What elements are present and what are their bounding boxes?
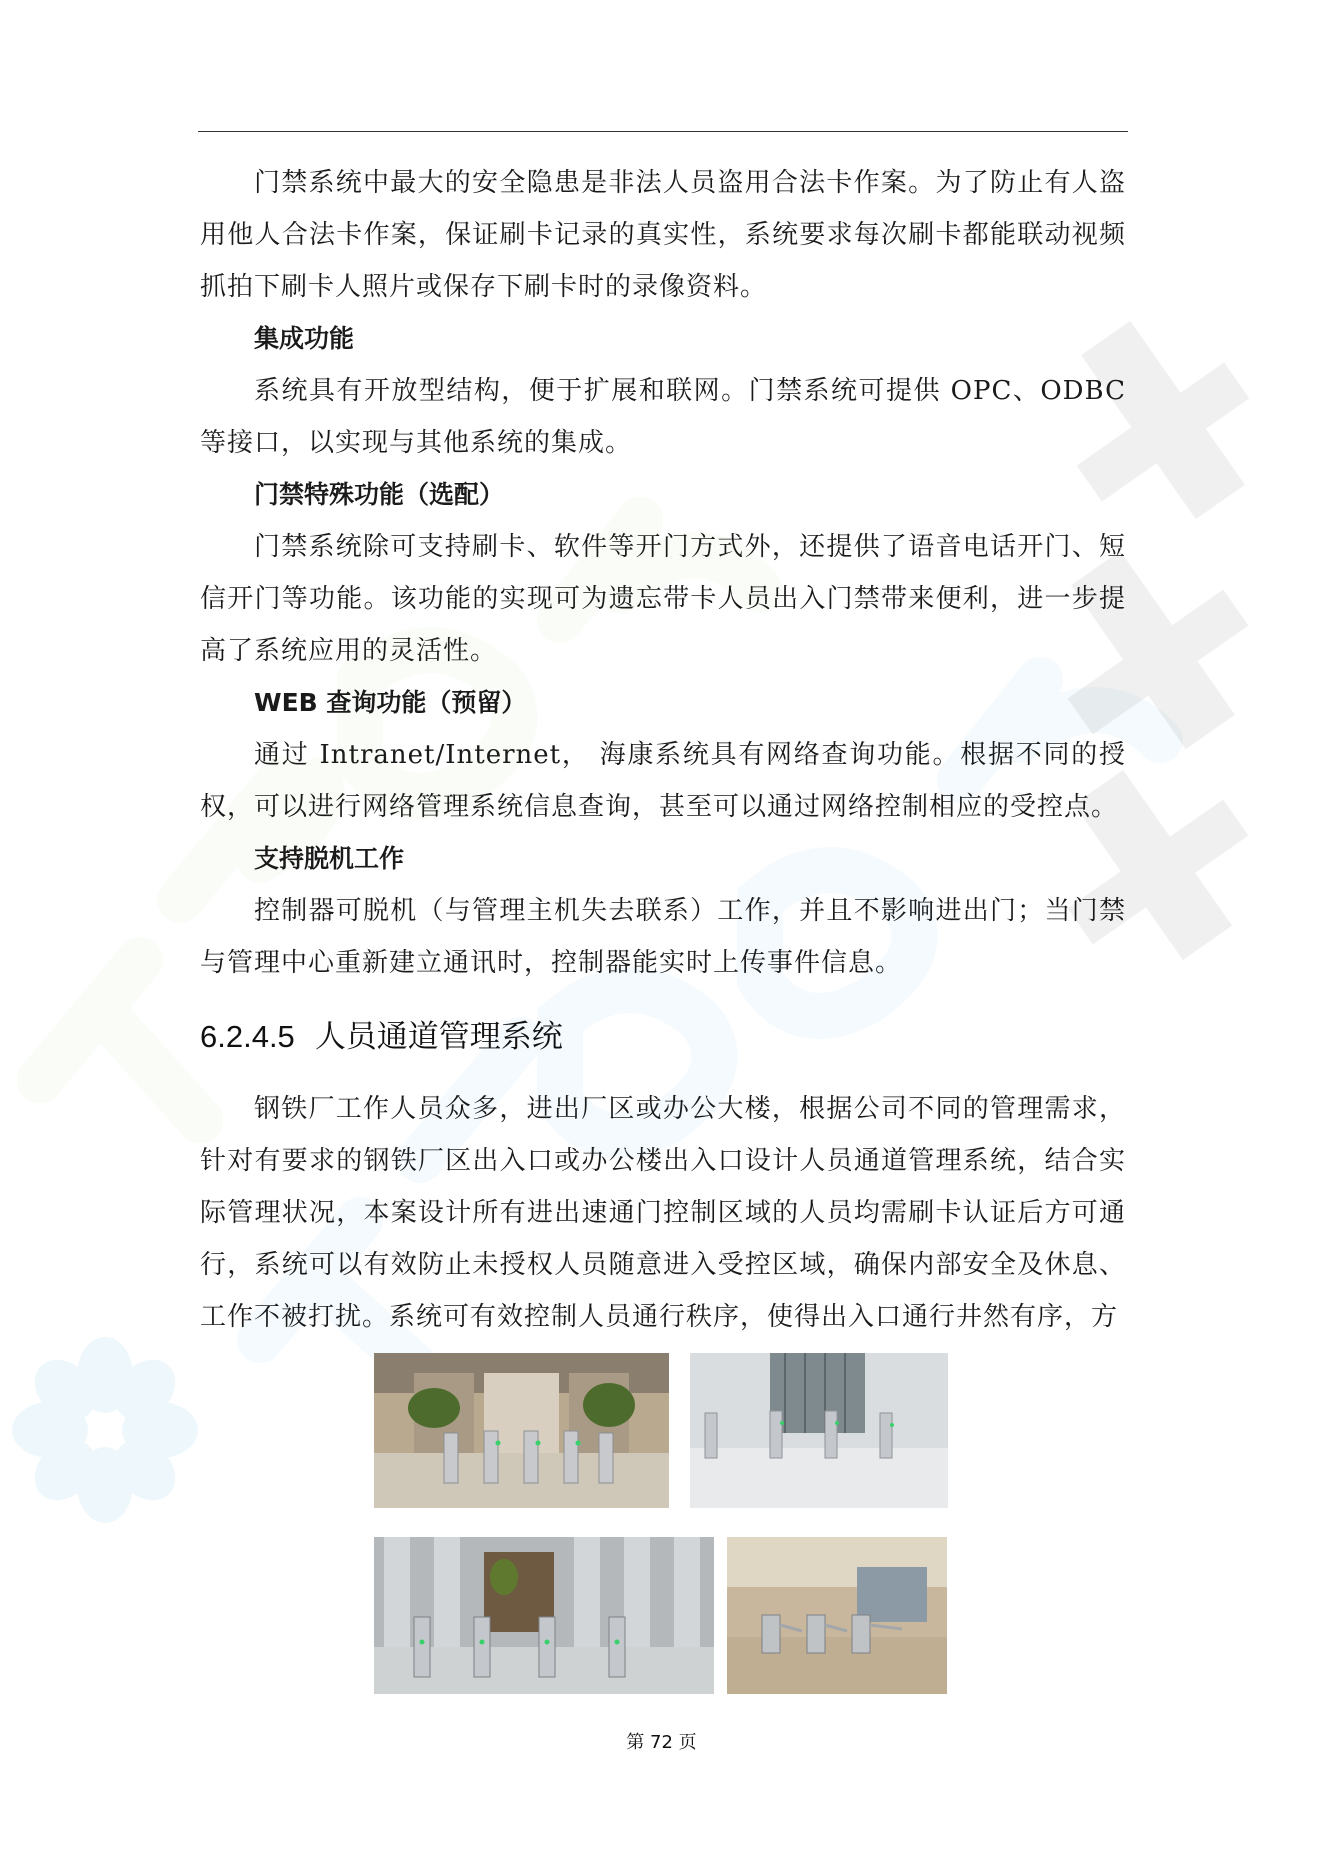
paragraph-special: 门禁系统除可支持刷卡、软件等开门方式外，还提供了语音电话开门、短信开门等功能。该功能的实现可为遗忘带卡人员出入门禁带来便利，进一步提高了系统应用的灵活性。 <box>200 532 1126 666</box>
photo-column-hall-gates <box>374 1537 714 1694</box>
header-rule <box>198 131 1128 132</box>
paragraph-security: 门禁系统中最大的安全隐患是非法人员盗用合法卡作案。为了防止有人盗用他人合法卡作案，保证刷卡记录的真实性，系统要求每次刷卡都能联动视频抓拍下刷卡人照片或保存下刷卡时的录像资料。 <box>200 168 1126 302</box>
page-number: 第 72 页 <box>626 1732 697 1753</box>
section-number: 6.2.4.5 <box>200 1019 295 1054</box>
paragraph-section: 钢铁厂工作人员众多，进出厂区或办公大楼，根据公司不同的管理需求，针对有要求的钢铁厂区出入口或办公楼出入口设计人员通道管理系统，结合实际管理状况，本案设计所有进出速通门控制区域的人员均需刷卡认证后方可通行，系统可以有效防止未授权人员随意进入受控区域，确保内部安全及休息、工作不被打扰。系统可有效控制人员通行秩序，使得出入口通行井然有序，方 <box>200 1094 1126 1332</box>
heading-integration: 集成功能 <box>254 324 355 353</box>
photo-atrium-turnstiles <box>690 1353 948 1508</box>
paragraph-offline: 控制器可脱机（与管理主机失去联系）工作，并且不影响进出门；当门禁与管理中心重新建立通讯时，控制器能实时上传事件信息。 <box>200 896 1126 978</box>
section-heading <box>200 1017 1126 1057</box>
paragraph-web-query: 通过 Intranet/Internet， 海康系统具有网络查询功能。根据不同的授权，可以进行网络管理系统信息查询，甚至可以通过网络控制相应的受控点。 <box>200 740 1126 822</box>
section-title: 人员通道管理系统 <box>314 1019 563 1054</box>
photo-lobby-tripod-turnstiles <box>727 1537 947 1694</box>
heading-web-query: WEB 查询功能（预留） <box>254 688 527 717</box>
watermark-flower-logo <box>10 1335 200 1525</box>
photo-lobby-turnstiles <box>374 1353 669 1508</box>
paragraph-integration: 系统具有开放型结构，便于扩展和联网。门禁系统可提供 OPC、ODBC 等接口，以实现与其他系统的集成。 <box>200 376 1126 458</box>
heading-special: 门禁特殊功能（选配） <box>254 480 505 509</box>
body-content <box>200 157 1126 1343</box>
heading-offline: 支持脱机工作 <box>254 844 405 873</box>
